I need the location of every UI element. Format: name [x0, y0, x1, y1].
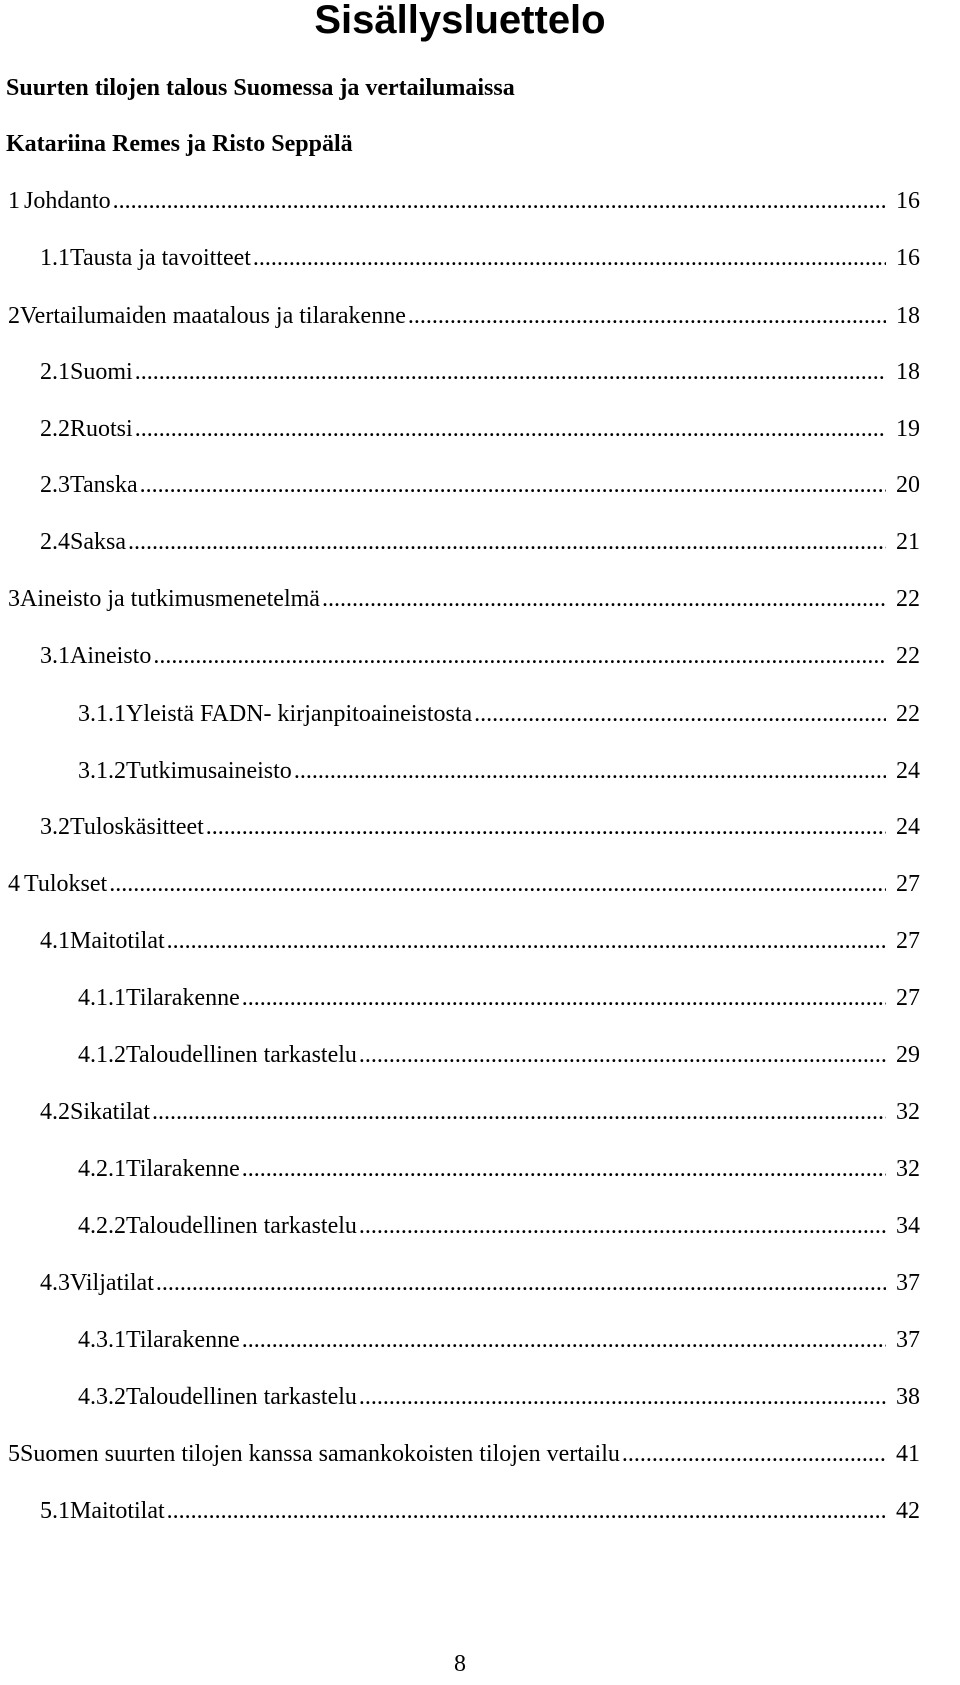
toc-entry-number: 4.2.1 — [78, 1156, 126, 1182]
toc-leader-dots — [109, 869, 886, 899]
toc-entry[interactable] — [8, 186, 920, 216]
toc-leader-dots — [152, 1097, 886, 1127]
toc-entry-number: 4.1 — [40, 928, 70, 954]
toc-entry-number: 5.1 — [40, 1498, 70, 1524]
toc-entry-label: Aineisto — [70, 643, 152, 669]
toc-entry-page: 22 — [896, 643, 920, 669]
toc-entry[interactable] — [40, 243, 920, 273]
toc-entry-label: Yleistä FADN- kirjanpitoaineistosta — [126, 701, 473, 727]
toc-entry-page: 16 — [896, 245, 920, 271]
toc-leader-dots — [156, 1268, 886, 1298]
document-subtitle: Suurten tilojen talous Suomessa ja vertailumaissa — [6, 75, 515, 101]
toc-entry-label: Taloudellinen tarkastelu — [126, 1042, 357, 1068]
toc-leader-dots — [253, 243, 886, 273]
toc-entry-label: Taloudellinen tarkastelu — [126, 1384, 357, 1410]
toc-entry[interactable] — [78, 1325, 920, 1355]
toc-entry-page: 32 — [896, 1156, 920, 1182]
toc-entry-number: 4.1.2 — [78, 1042, 126, 1068]
toc-entry-label: Tausta ja tavoitteet — [70, 245, 251, 271]
toc-entry[interactable] — [78, 1382, 920, 1412]
toc-entry-number: 4.3.1 — [78, 1327, 126, 1353]
toc-entry-number: 1.1 — [40, 245, 70, 271]
toc-leader-dots — [359, 1382, 886, 1412]
toc-entry[interactable] — [8, 584, 920, 614]
toc-entry-page: 29 — [896, 1042, 920, 1068]
toc-leader-dots — [135, 414, 886, 444]
toc-entry-label: Tilarakenne — [126, 985, 240, 1011]
toc-entry-label: Sikatilat — [70, 1099, 150, 1125]
toc-entry[interactable] — [40, 1097, 920, 1127]
toc-entry-label: Suomen suurten tilojen kanssa samankokoisten tilojen vertailu — [20, 1441, 620, 1467]
toc-entry[interactable] — [40, 1496, 920, 1526]
toc-entry-number: 4.2.2 — [78, 1213, 126, 1239]
toc-leader-dots — [242, 983, 886, 1013]
toc-entry-page: 20 — [896, 472, 920, 498]
toc-entry-page: 32 — [896, 1099, 920, 1125]
toc-entry-page: 27 — [896, 985, 920, 1011]
toc-entry-label: Suomi — [70, 359, 133, 385]
toc-entry-page: 34 — [896, 1213, 920, 1239]
toc-leader-dots — [242, 1154, 886, 1184]
toc-entry-label: Johdanto — [23, 188, 111, 214]
toc-entry-page: 19 — [896, 416, 920, 442]
toc-leader-dots — [408, 301, 886, 331]
toc-entry-label: Taloudellinen tarkastelu — [126, 1213, 357, 1239]
toc-entry-page: 24 — [896, 758, 920, 784]
toc-entry-page: 22 — [896, 701, 920, 727]
toc-entry-page: 18 — [896, 303, 920, 329]
toc-entry-number: 4 — [8, 871, 20, 897]
toc-entry[interactable] — [78, 699, 920, 729]
toc-entry-page: 27 — [896, 928, 920, 954]
toc-leader-dots — [153, 641, 886, 671]
toc-entry-label: Saksa — [70, 529, 126, 555]
toc-leader-dots — [622, 1439, 886, 1469]
toc-entry[interactable] — [40, 641, 920, 671]
toc-entry-number: 1 — [8, 188, 20, 214]
toc-entry-page: 18 — [896, 359, 920, 385]
toc-entry-label: Aineisto ja tutkimusmenetelmä — [20, 586, 320, 612]
document-authors: Katariina Remes ja Risto Seppälä — [6, 131, 353, 157]
toc-leader-dots — [294, 756, 886, 786]
toc-entry-page: 21 — [896, 529, 920, 555]
toc-entry-label: Tulokset — [24, 871, 108, 897]
toc-entry-label: Viljatilat — [70, 1270, 154, 1296]
toc-entry-number: 4.3.2 — [78, 1384, 126, 1410]
toc-entry-page: 22 — [896, 586, 920, 612]
toc-entry-number: 3 — [8, 586, 20, 612]
toc-entry[interactable] — [40, 470, 920, 500]
toc-entry-page: 41 — [896, 1441, 920, 1467]
toc-entry-page: 37 — [896, 1270, 920, 1296]
toc-entry[interactable] — [40, 357, 920, 387]
toc-leader-dots — [135, 357, 886, 387]
toc-entry[interactable] — [78, 1211, 920, 1241]
toc-leader-dots — [167, 926, 886, 956]
toc-entry-number: 4.1.1 — [78, 985, 126, 1011]
toc-entry-page: 24 — [896, 814, 920, 840]
toc-entry[interactable] — [78, 1040, 920, 1070]
toc-leader-dots — [113, 186, 886, 216]
toc-entry[interactable] — [40, 926, 920, 956]
toc-entry-number: 2.1 — [40, 359, 70, 385]
toc-entry-number: 4.3 — [40, 1270, 70, 1296]
toc-leader-dots — [359, 1040, 886, 1070]
page-number: 8 — [454, 1651, 466, 1677]
toc-leader-dots — [359, 1211, 886, 1241]
toc-leader-dots — [206, 812, 886, 842]
toc-entry-number: 3.2 — [40, 814, 70, 840]
toc-entry-page: 38 — [896, 1384, 920, 1410]
toc-entry[interactable] — [78, 756, 920, 786]
toc-entry-number: 2.4 — [40, 529, 70, 555]
toc-entry-number: 5 — [8, 1441, 20, 1467]
toc-entry[interactable] — [8, 301, 920, 331]
toc-entry-label: Maitotilat — [70, 928, 165, 954]
toc-entry[interactable] — [8, 1439, 920, 1469]
toc-entry-number: 3.1.2 — [78, 758, 126, 784]
toc-entry-label: Vertailumaiden maatalous ja tilarakenne — [20, 303, 406, 329]
toc-entry-page: 42 — [896, 1498, 920, 1524]
toc-entry[interactable] — [40, 527, 920, 557]
toc-entry[interactable] — [78, 983, 920, 1013]
toc-entry-page: 16 — [896, 188, 920, 214]
toc-entry[interactable] — [40, 812, 920, 842]
toc-leader-dots — [140, 470, 886, 500]
toc-entry[interactable] — [78, 1154, 920, 1184]
toc-leader-dots — [167, 1496, 886, 1526]
toc-entry-label: Ruotsi — [70, 416, 133, 442]
toc-entry[interactable] — [40, 1268, 920, 1298]
toc-leader-dots — [474, 699, 886, 729]
toc-leader-dots — [128, 527, 886, 557]
document-title: Sisällysluettelo — [314, 0, 606, 42]
toc-entry-number: 2.2 — [40, 416, 70, 442]
toc-entry-number: 2.3 — [40, 472, 70, 498]
toc-entry-label: Tanska — [70, 472, 138, 498]
toc-entry-label: Tutkimusaineisto — [126, 758, 292, 784]
toc-entry-number: 4.2 — [40, 1099, 70, 1125]
toc-entry-page: 27 — [896, 871, 920, 897]
toc-leader-dots — [242, 1325, 886, 1355]
toc-entry-page: 37 — [896, 1327, 920, 1353]
toc-entry-label: Tilarakenne — [126, 1327, 240, 1353]
toc-entry[interactable] — [8, 869, 920, 899]
toc-entry-label: Tuloskäsitteet — [70, 814, 204, 840]
toc-entry-number: 3.1 — [40, 643, 70, 669]
toc-entry[interactable] — [40, 414, 920, 444]
toc-leader-dots — [322, 584, 886, 614]
toc-entry-label: Tilarakenne — [126, 1156, 240, 1182]
toc-entry-number: 3.1.1 — [78, 701, 126, 727]
toc-entry-number: 2 — [8, 303, 20, 329]
toc-entry-label: Maitotilat — [70, 1498, 165, 1524]
